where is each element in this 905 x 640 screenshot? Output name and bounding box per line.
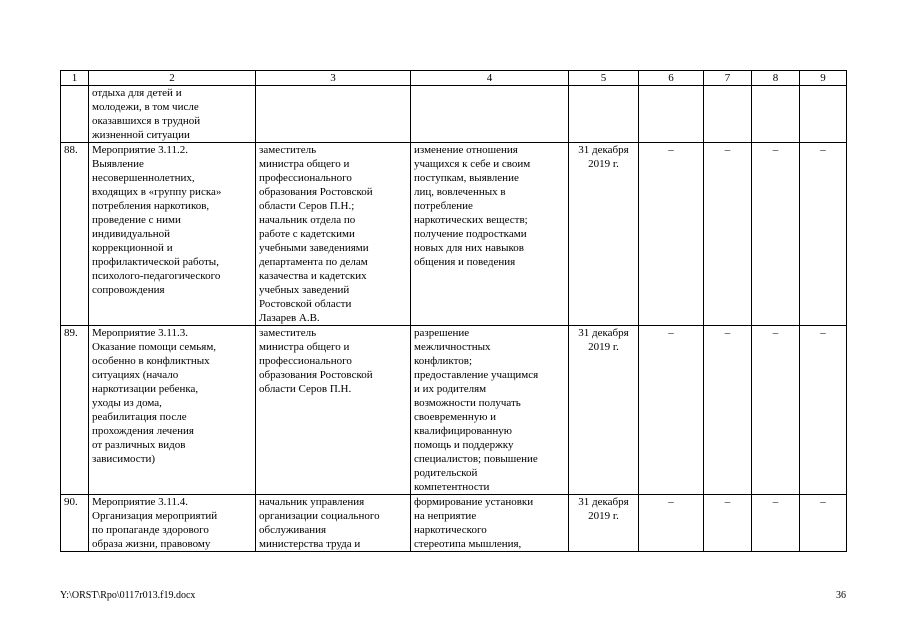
row-number: 90. bbox=[61, 495, 89, 552]
col6-cell: – bbox=[639, 495, 704, 552]
col9-cell: – bbox=[800, 495, 847, 552]
row-number: 89. bbox=[61, 326, 89, 495]
col7-cell: – bbox=[704, 326, 752, 495]
col7-cell: – bbox=[704, 495, 752, 552]
col-header-4: 4 bbox=[411, 71, 569, 86]
col-header-5: 5 bbox=[569, 71, 639, 86]
file-path-footer: Y:\ORST\Rpo\0117r013.f19.docx bbox=[60, 590, 196, 601]
event-cell: отдыха для детей и молодежи, в том числе оказавшихся в трудной жизненной ситуации bbox=[89, 86, 256, 143]
col6-cell: – bbox=[639, 326, 704, 495]
event-cell: Мероприятие 3.11.4. Организация мероприятий по пропаганде здорового образа жизни, правовому bbox=[89, 495, 256, 552]
col6-cell bbox=[639, 86, 704, 143]
col8-cell: – bbox=[752, 143, 800, 326]
col8-cell bbox=[752, 86, 800, 143]
result-cell: изменение отношения учащихся к себе и своим поступкам, выявление лиц, вовлеченных в потребление наркотических веществ; получение подростками новых для них навыков общения и поведения bbox=[411, 143, 569, 326]
date-cell: 31 декабря 2019 г. bbox=[569, 495, 639, 552]
col7-cell bbox=[704, 86, 752, 143]
table-row bbox=[61, 86, 847, 143]
col7-cell: – bbox=[704, 143, 752, 326]
row-number bbox=[61, 86, 89, 143]
page-number: 36 bbox=[836, 590, 846, 601]
responsible-cell: начальник управления организации социального обслуживания министерства труда и bbox=[256, 495, 411, 552]
result-cell: разрешение межличностных конфликтов; предоставление учащимся и их родителям возможности получать своевременную и квалифицированную помощь и поддержку специалистов; повышение родительской компетентности bbox=[411, 326, 569, 495]
col-header-9: 9 bbox=[800, 71, 847, 86]
col-header-1: 1 bbox=[61, 71, 89, 86]
col8-cell: – bbox=[752, 326, 800, 495]
responsible-cell: заместитель министра общего и профессионального образования Ростовской области Серов П.Н. bbox=[256, 326, 411, 495]
responsible-cell: заместитель министра общего и профессионального образования Ростовской области Серов П.Н.; начальник отдела по работе с кадетскими учебными заведениями департамента по делам казачества и кадетских учебных заведений Ростовской области Лазарев А.В. bbox=[256, 143, 411, 326]
col-header-6: 6 bbox=[639, 71, 704, 86]
date-cell bbox=[569, 86, 639, 143]
date-cell: 31 декабря 2019 г. bbox=[569, 326, 639, 495]
responsible-cell bbox=[256, 86, 411, 143]
col-header-2: 2 bbox=[89, 71, 256, 86]
table-row bbox=[61, 326, 847, 495]
table-row bbox=[61, 143, 847, 326]
event-cell: Мероприятие 3.11.2. Выявление несовершеннолетних, входящих в «группу риска» потребления наркотиков, проведение с ними индивидуальной коррекционной и профилактической работы, психолого-педагогического сопровождения bbox=[89, 143, 256, 326]
col9-cell bbox=[800, 86, 847, 143]
col8-cell: – bbox=[752, 495, 800, 552]
col-header-3: 3 bbox=[256, 71, 411, 86]
col9-cell: – bbox=[800, 143, 847, 326]
event-cell: Мероприятие 3.11.3. Оказание помощи семьям, особенно в конфликтных ситуациях (начало наркотизации ребенка, уходы из дома, реабилитация после прохождения лечения от различных видов зависимости) bbox=[89, 326, 256, 495]
table-row bbox=[61, 495, 847, 552]
result-cell bbox=[411, 86, 569, 143]
table-header-row bbox=[61, 71, 847, 86]
measures-table bbox=[60, 70, 847, 552]
col6-cell: – bbox=[639, 143, 704, 326]
date-cell: 31 декабря 2019 г. bbox=[569, 143, 639, 326]
col-header-8: 8 bbox=[752, 71, 800, 86]
result-cell: формирование установки на неприятие наркотического стереотипа мышления, bbox=[411, 495, 569, 552]
col9-cell: – bbox=[800, 326, 847, 495]
col-header-7: 7 bbox=[704, 71, 752, 86]
row-number: 88. bbox=[61, 143, 89, 326]
